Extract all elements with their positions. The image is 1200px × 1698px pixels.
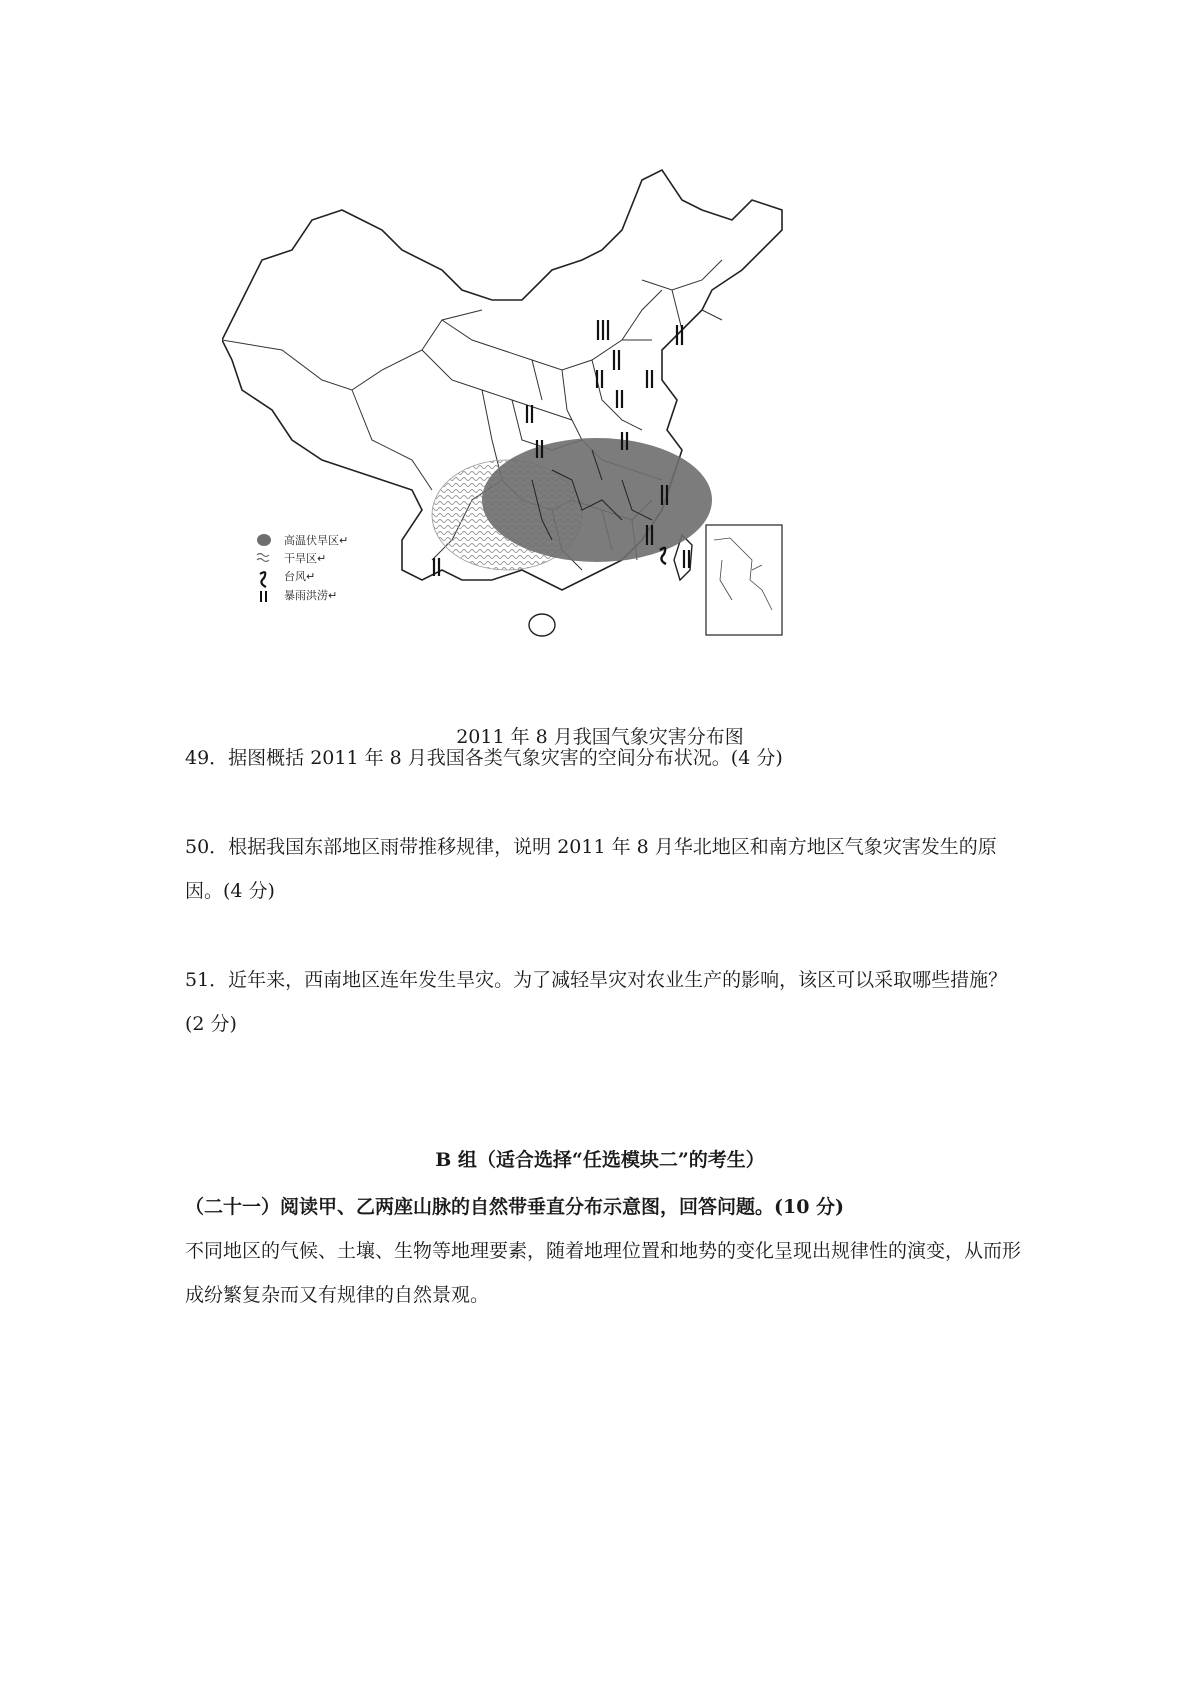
question-21-title: （二十一）阅读甲、乙两座山脉的自然带垂直分布示意图，回答问题。(10 分) [185, 1196, 845, 1218]
map-caption: 2011 年 8 月我国气象灾害分布图 [456, 726, 744, 748]
high-temp-zone [482, 438, 712, 562]
china-disaster-map [222, 140, 862, 710]
legend-typhoon-icon [260, 572, 266, 587]
section-b-title: B 组（适合选择“任选模块二”的考生） [435, 1149, 765, 1171]
legend-high-temp-label: 高温伏旱区↵ [284, 534, 349, 547]
legend-drought-label: 干旱区↵ [284, 552, 327, 565]
legend-typhoon-label: 台风↵ [284, 570, 316, 583]
legend-drought-icon [257, 554, 269, 562]
south-china-sea-inset [706, 525, 782, 635]
map-legend [257, 533, 348, 602]
question-51: 51．近年来，西南地区连年发生旱灾。为了减轻旱灾对农业生产的影响，该区可以采取哪些措施？ (2 分) [185, 969, 1008, 1035]
map-svg [222, 140, 862, 710]
legend-rainstorm-icon [261, 591, 266, 602]
legend-rainstorm-label: 暴雨洪涝↵ [284, 589, 338, 602]
section-b-intro: 不同地区的气候、土壤、生物等地理要素，随着地理位置和地势的变化呈现出规律性的演变，从而形成纷繁复杂而又有规律的自然景观。 [185, 1240, 1022, 1306]
legend-high-temp-icon [257, 534, 271, 546]
hainan-island [529, 614, 555, 636]
question-49: 49．据图概括 2011 年 8 月我国各类气象灾害的空间分布状况。(4 分) [185, 747, 783, 769]
question-50: 50．根据我国东部地区雨带推移规律，说明 2011 年 8 月华北地区和南方地区气象灾害发生的原因。(4 分) [185, 836, 997, 902]
